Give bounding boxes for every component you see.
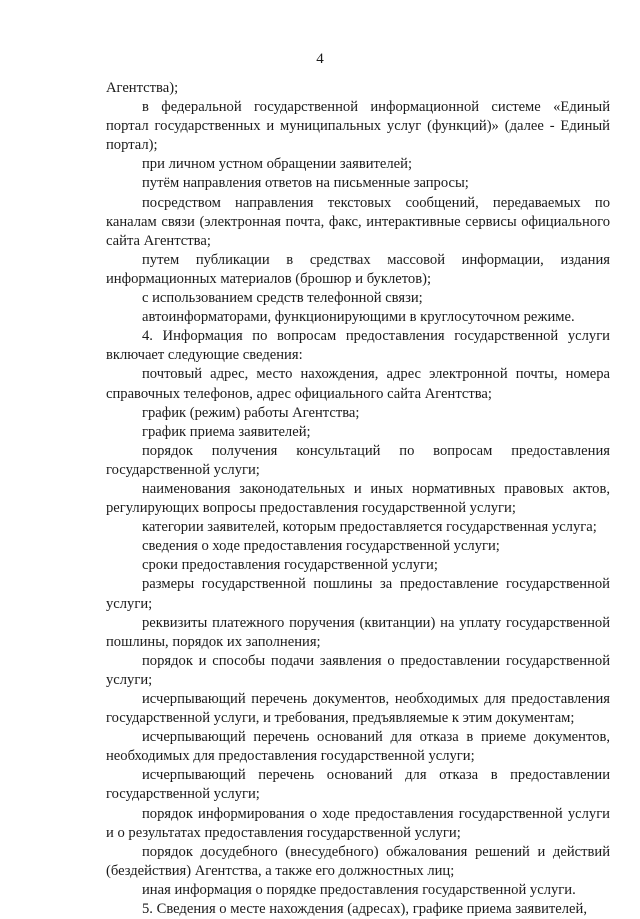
paragraph-18: размеры государственной пошлины за предоставление государственной услуги; xyxy=(106,576,610,612)
paragraph-5: посредством направления текстовых сообщений, передаваемых по каналам связи (электронная почта, факс, интерактивные сервисы официального сайта Агентства; xyxy=(106,194,610,249)
paragraph-27: 5. Сведения о месте нахождения (адресах), графике приема заявителей, xyxy=(142,901,587,918)
paragraph-3: при личном устном обращении заявителей; xyxy=(142,156,412,173)
paragraph-25: порядок досудебного (внесудебного) обжалования решений и действий (бездействия) Агентства, а также его должностных лиц; xyxy=(106,843,610,879)
paragraph-23: исчерпывающий перечень оснований для отказа в предоставлении государственной услуги; xyxy=(106,767,610,803)
paragraph-17: сроки предоставления государственной услуги; xyxy=(142,557,438,574)
paragraph-19: реквизиты платежного поручения (квитанции) на уплату государственной пошлины, порядок их заполнения; xyxy=(106,614,610,650)
paragraph-16: сведения о ходе предоставления государственной услуги; xyxy=(142,538,500,555)
paragraph-9: 4. Информация по вопросам предоставления государственной услуги включает следующие сведения: xyxy=(106,328,610,364)
document-body xyxy=(106,79,610,919)
paragraph-14: наименования законодательных и иных нормативных правовых актов, регулирующих вопросы предоставления государственной услуги; xyxy=(106,480,610,517)
paragraph-6: путем публикации в средствах массовой информации, издания информационных материалов (брошюр и буклетов); xyxy=(106,251,610,287)
paragraph-26: иная информация о порядке предоставления государственной услуги. xyxy=(142,881,576,898)
paragraph-2: в федеральной государственной информационной системе «Единый портал государственных и муниципальных услуг (функций)» (далее - Единый портал); xyxy=(106,99,610,154)
paragraph-22: исчерпывающий перечень оснований для отказа в приеме документов, необходимых для предоставления государственной услуги; xyxy=(106,729,610,765)
paragraph-4: путём направления ответов на письменные запросы; xyxy=(142,175,469,192)
paragraph-24: порядок информирования о ходе предоставления государственной услуги и о результатах предоставления государственной услуги; xyxy=(106,805,610,841)
paragraph-13: порядок получения консультаций по вопросам предоставления государственной услуги; xyxy=(106,442,610,478)
paragraph-11: график (режим) работы Агентства; xyxy=(142,404,360,421)
paragraph-12: график приема заявителей; xyxy=(142,423,311,440)
paragraph-10: почтовый адрес, место нахождения, адрес электронной почты, номера справочных телефонов, адрес официального сайта Агентства; xyxy=(106,366,610,402)
page-number: 4 xyxy=(316,51,324,67)
paragraph-1: Агентства); xyxy=(106,80,179,96)
paragraph-8: автоинформаторами, функционирующими в круглосуточном режиме. xyxy=(142,309,575,326)
paragraph-21: исчерпывающий перечень документов, необходимых для предоставления государственной услуги, и требования, предъявляемые к этим документам; xyxy=(106,691,610,727)
paragraph-20: порядок и способы подачи заявления о предоставлении государственной услуги; xyxy=(106,652,610,688)
paragraph-7: с использованием средств телефонной связи; xyxy=(142,290,423,307)
paragraph-15: категории заявителей, которым предоставляется государственная услуга; xyxy=(142,519,597,536)
